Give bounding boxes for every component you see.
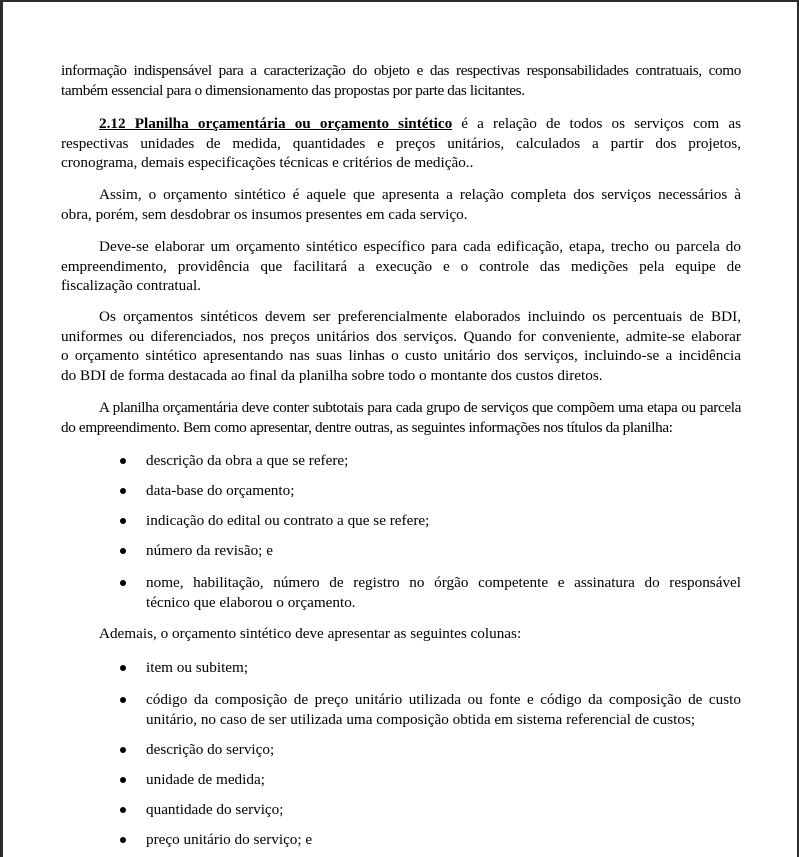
- list-item-text: unidade de medida;: [146, 771, 265, 788]
- text-line: informação indispensável para a caracterização do objeto e das respectivas responsabilidades contratuais, como: [61, 62, 741, 79]
- text-line: Os orçamentos sintéticos devem ser preferencialmente elaborados incluindo os percentuais de BDI,: [99, 308, 741, 325]
- paragraph-section-2-12: [61, 114, 741, 173]
- list-item: [146, 541, 741, 561]
- list-item: [146, 690, 741, 730]
- text-span: é a relação de todos os serviços com as: [452, 115, 742, 132]
- section-heading: 2.12 Planilha orçamentária ou orçamento sintético: [99, 115, 453, 132]
- list-item: [146, 830, 741, 850]
- text-line: uniformes ou diferenciados, nos preços unitários dos serviços. Quando for conveniente, admite-se elaborar: [61, 327, 741, 345]
- bullet-icon: [120, 697, 128, 705]
- list-item: [146, 800, 741, 820]
- bullet-icon: [120, 837, 128, 845]
- list-item-text: número da revisão; e: [146, 542, 273, 559]
- paragraph-continuation: [61, 61, 741, 100]
- list-item: [146, 481, 741, 501]
- list-item-text: preço unitário do serviço; e: [146, 831, 313, 848]
- list-item: [146, 658, 741, 678]
- bullet-icon: [120, 580, 128, 588]
- list-item-text: técnico que elaborou o orçamento.: [146, 594, 356, 611]
- bullet-icon: [120, 518, 128, 526]
- list-item-text: descrição da obra a que se refere;: [146, 452, 349, 469]
- text-line: fiscalização contratual.: [61, 277, 201, 294]
- text-line: A planilha orçamentária deve conter subtotais para cada grupo de serviços que compõem uma etapa ou parcela: [99, 399, 741, 416]
- text-line: respectivas unidades de medida, quantidades e preços unitários, calculados a partir dos projetos,: [61, 134, 741, 152]
- text-line: [61, 114, 741, 134]
- paragraph-deve-se: [61, 237, 741, 296]
- paragraph-planilha-orcamentaria: [61, 398, 741, 437]
- text-line: também essencial para o dimensionamento das propostas por parte das licitantes.: [61, 81, 525, 99]
- list-item-text: unitário, no caso de ser utilizada uma composição obtida em sistema referencial de custos;: [146, 711, 696, 728]
- list-item-text: indicação do edital ou contrato a que se refere;: [146, 512, 430, 529]
- bullet-icon: [120, 458, 128, 466]
- bullet-icon: [120, 747, 128, 755]
- text-line: obra, porém, sem desdobrar os insumos presentes em cada serviço.: [61, 205, 468, 223]
- paragraph-ademais: [61, 624, 741, 644]
- list-item: [146, 451, 741, 471]
- list-item-text: nome, habilitação, número de registro no órgão competente e assinatura do responsável: [146, 574, 741, 591]
- bullet-icon: [120, 488, 128, 496]
- text-line: empreendimento, providência que facilitará a execução e o controle das medições pela equipe de: [61, 257, 741, 275]
- text-line: Ademais, o orçamento sintético deve apresentar as seguintes colunas:: [99, 625, 522, 642]
- list-item: [146, 511, 741, 531]
- list-item: [146, 740, 741, 760]
- list-item-text: código da composição de preço unitário utilizada ou fonte e código da composição de custo: [146, 691, 741, 708]
- list-item: [146, 573, 741, 613]
- bullet-icon: [120, 777, 128, 785]
- bullet-icon: [120, 665, 128, 673]
- list-item-text: descrição do serviço;: [146, 741, 275, 758]
- paragraph-assim: [61, 185, 741, 224]
- list-item: [146, 770, 741, 790]
- text-line: o orçamento sintético apresentando nas suas linhas o custo unitário dos serviços, incluindo-se a incidência: [61, 347, 741, 364]
- text-line: do BDI de forma destacada ao final da planilha sobre todo o montante dos custos diretos.: [61, 366, 603, 384]
- list-item-text: data-base do orçamento;: [146, 482, 295, 499]
- bullet-icon: [120, 807, 128, 815]
- text-line: cronograma, demais especificações técnicas e critérios de medição..: [61, 154, 474, 171]
- bullet-icon: [120, 548, 128, 556]
- list-item-text: quantidade do serviço;: [146, 801, 284, 818]
- paragraph-orcamentos-sinteticos: [61, 307, 741, 385]
- text-line: Assim, o orçamento sintético é aquele que apresenta a relação completa dos serviços necessários à: [99, 186, 741, 203]
- list-item-text: item ou subitem;: [146, 659, 249, 676]
- text-line: Deve-se elaborar um orçamento sintético específico para cada edificação, etapa, trecho ou parcela do: [99, 238, 741, 255]
- text-line: do empreendimento. Bem como apresentar, dentre outras, as seguintes informações nos títulos da planilha:: [61, 418, 673, 436]
